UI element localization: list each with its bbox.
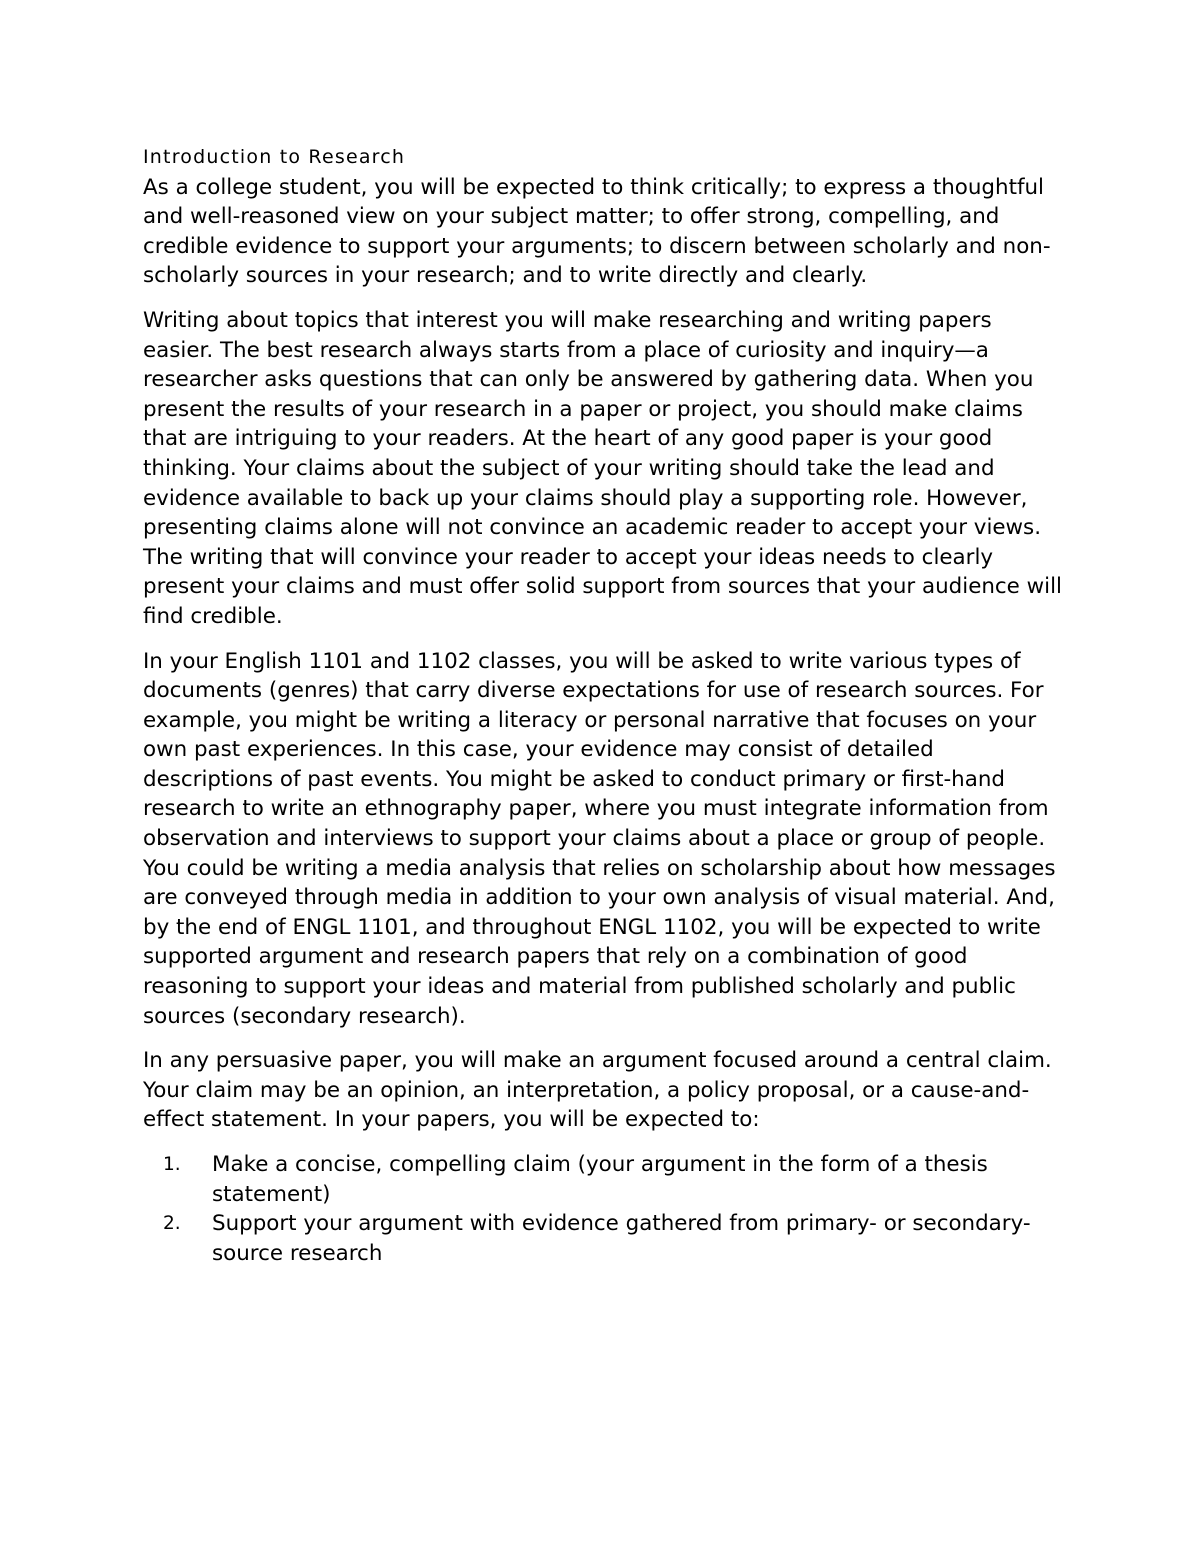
list-item-text: Make a concise, compelling claim (your argument in the form of a thesis statement) (212, 1152, 988, 1207)
paragraph-english-classes: In your English 1101 and 1102 classes, you will be asked to write various types of documents (genres) that carry diverse expectations for use of research sources. For example, you might be writing a literacy or personal narrative that focuses on your own past experiences. In this case, your evidence may consist of detailed descriptions of past events. You might be asked to conduct primary or first-hand research to write an ethnography paper, where you must integrate information from observation and interviews to support your claims about a place or group of people. You could be writing a media analysis that relies on scholarship about how messages are conveyed through media in addition to your own analysis of visual material. And, by the end of ENGL 1101, and throughout ENGL 1102, you will be expected to write supported argument and research papers that rely on a combination of good reasoning to support your ideas and material from published scholarly and public sources (secondary research). (143, 648, 1056, 1029)
list-item-text: Support your argument with evidence gathered from primary- or secondary-source research (212, 1211, 1031, 1266)
list-item (143, 1209, 1065, 1268)
expectations-list (143, 1150, 1065, 1268)
document-title: Introduction to Research (143, 146, 406, 168)
paragraph-persuasive: In any persuasive paper, you will make an argument focused around a central claim. Your claim may be an opinion, an interpretation, a policy proposal, or a cause-and-effect statement. In your papers, you will be expected to: (143, 1048, 1052, 1133)
list-item-number: 2. (163, 1213, 181, 1235)
paragraph-intro: As a college student, you will be expected to think critically; to express a thoughtful and well-reasoned view on your subject matter; to offer strong, compelling, and credible evidence to support your arguments; to discern between scholarly and non-scholarly sources in your research; and to write directly and clearly. (143, 174, 1051, 289)
list-item (143, 1150, 1065, 1209)
list-item-number: 1. (163, 1154, 181, 1175)
document-body (143, 143, 1065, 1268)
paragraph-topics: Writing about topics that interest you will make researching and writing papers easier. The best research always starts from a place of curiosity and inquiry—a researcher asks questions that can only be answered by gathering data. When you present the results of your research in a paper or project, you should make claims that are intriguing to your readers. At the heart of any good paper is your good thinking. Your claims about the subject of your writing should take the lead and evidence available to back up your claims should play a supporting role. However, presenting claims alone will not convince an academic reader to accept your views. The writing that will convince your reader to accept your ideas needs to clearly present your claims and must offer solid support from sources that your audience will find credible. (143, 307, 1062, 629)
